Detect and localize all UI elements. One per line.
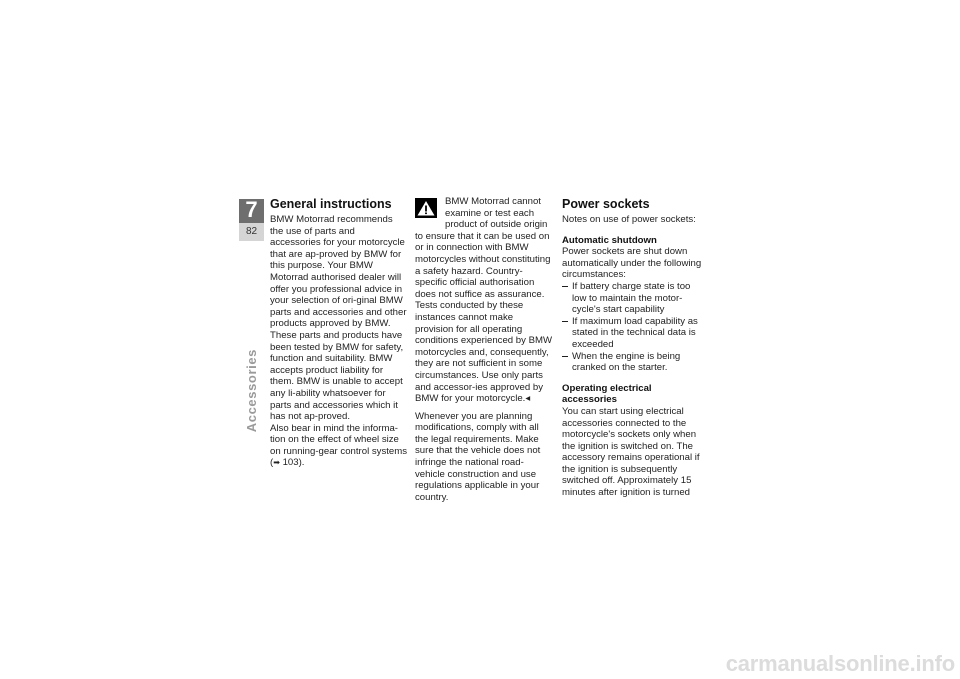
list-item: When the engine is being cranked on the starter. <box>562 351 702 374</box>
column-general-instructions <box>270 197 408 469</box>
chapter-title: Accessories <box>244 349 259 433</box>
list-item: If maximum load capability as stated in the technical data is exceeded <box>562 316 702 351</box>
column-power-sockets <box>562 197 702 499</box>
general-paragraph-2: These parts and products have been tested by BMW for safety, function and suitability. BMW accepts product liability for them. BMW is unable to accept any li-ability whatsoever for parts and accessories which it has not ap-proved. <box>270 329 404 423</box>
page-number: 82 <box>239 223 264 241</box>
column-warning <box>415 196 553 503</box>
shutdown-conditions-list <box>562 281 702 374</box>
warning-text: BMW Motorrad cannot examine or test each product of outside origin to ensure that it can be used on or in connection with BMW motorcycles without constituting a safety hazard. Country-specific official authorisation does not suffice as assurance. Tests conducted by these instances cannot make provision for all operating conditions experienced by BMW motorcycles and, consequently, they are not sufficient in some circumstances. Use only parts and accessor-ies approved by BMW for your motorcycle. <box>415 196 553 405</box>
chapter-tab <box>239 199 264 241</box>
wheel-size-note: Also bear in mind the informa-tion on the effect of wheel size on running-gear control systems <box>270 422 408 457</box>
chapter-number: 7 <box>245 199 258 222</box>
power-sockets-intro: Notes on use of power sockets: <box>562 214 696 225</box>
general-paragraph-3: Also bear in mind the informa-tion on the effect of wheel size on running-gear control systems (➡ 103). <box>270 422 408 469</box>
operating-accessories-text: You can start using electrical accessories connected to the motorcycle's sockets only when the ignition is switched on. The accessory remains operational if the ignition is subsequently switched off. Approximately 15 minutes after ignition is turned <box>562 405 700 499</box>
automatic-shutdown-text: Power sockets are shut down automatically under the following circumstances: <box>562 246 702 281</box>
general-paragraph-1: BMW Motorrad recommends the use of parts and accessories for your motorcycle that are ap-proved by BMW for this purpose. Your BMW Motorrad authorised dealer will offer you professional advice in your selection of ori-ginal BMW parts and accessories and other products approved by BMW. <box>270 214 407 330</box>
power-sockets-heading: Power sockets <box>562 197 650 211</box>
operating-accessories-heading: Operating electrical accessories <box>562 382 652 406</box>
section-end-marker: ◂ <box>525 393 531 405</box>
general-instructions-heading: General instructions <box>270 197 392 211</box>
warning-paragraph <box>415 196 553 405</box>
modifications-paragraph: Whenever you are planning modifications, comply with all the legal requirements. Make sure that the vehicle does not infringe the national road-vehicle construction and use regulations applicable in your country. <box>415 410 541 503</box>
automatic-shutdown-heading: Automatic shutdown <box>562 234 657 246</box>
arrow-right-icon: ➡ <box>273 458 280 468</box>
watermark: carmanualsonline.info <box>725 651 955 676</box>
list-item: If battery charge state is too low to maintain the motor-cycle's start capability <box>562 281 702 316</box>
page-reference-link[interactable]: 103 <box>282 457 299 469</box>
warning-triangle-icon <box>415 198 437 218</box>
